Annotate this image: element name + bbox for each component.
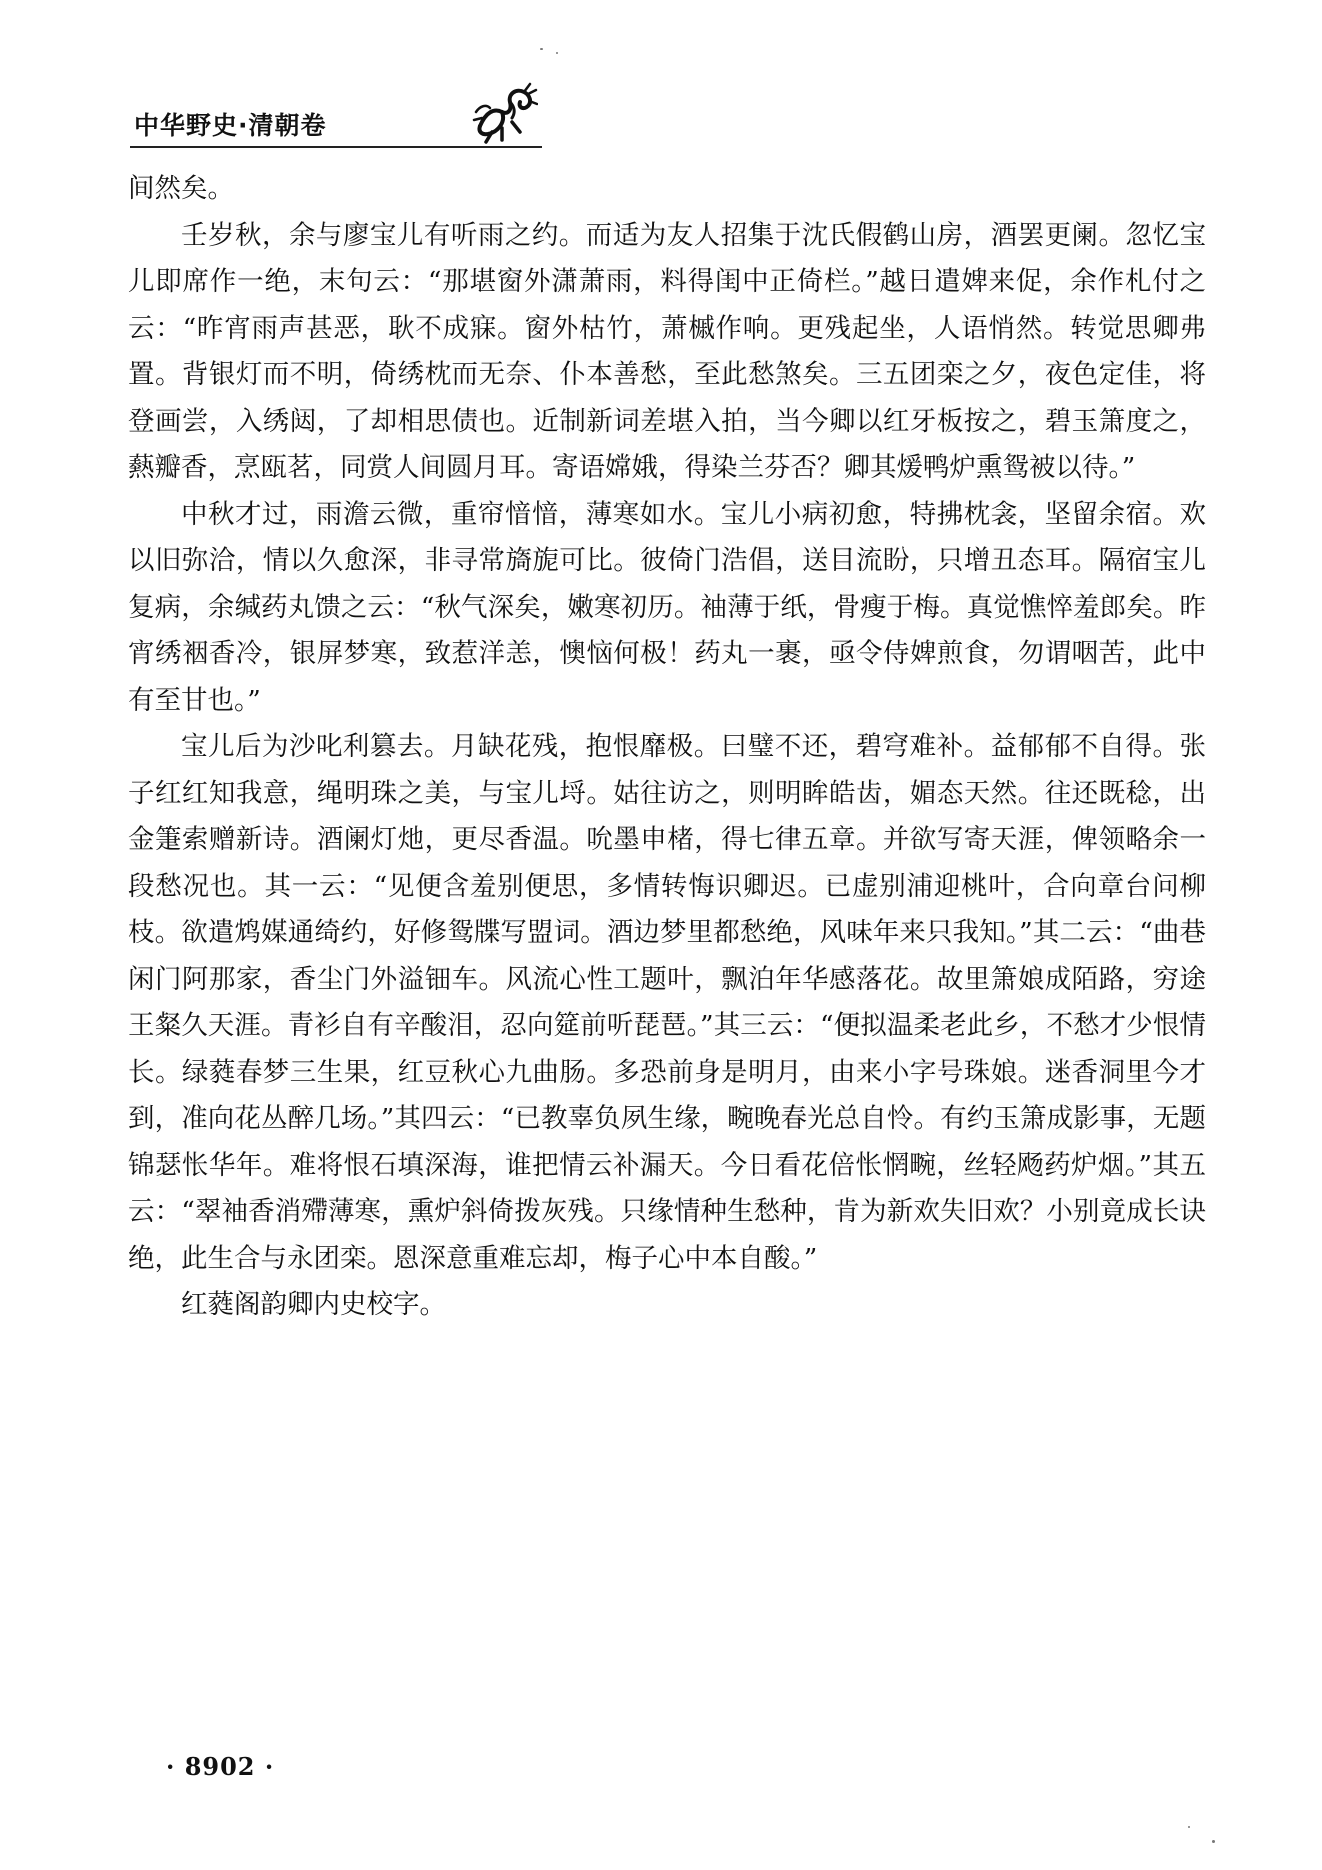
- scan-speck: [1212, 1840, 1215, 1843]
- body-text: [128, 166, 1206, 1329]
- running-header: [130, 82, 542, 150]
- paragraph: 壬岁秋，余与廖宝儿有听雨之约。而适为友人招集于沈氏假鹤山房，酒罢更阑。忽忆宝儿即席作一绝，末句云：“那堪窗外潇萧雨，料得闺中正倚栏。”越日遣婢来促，余作札付之云：“昨宵雨声甚恶，耿不成寐。窗外枯竹，萧槭作响。更残起坐，人语悄然。转觉思卿弗置。背银灯而不明，倚绣枕而无奈、仆本善愁，至此愁煞矣。三五团栾之夕，夜色定佳，将登画尝，入绣闼，了却相思债也。近制新词差堪入拍，当今卿以红牙板按之，碧玉箫度之，爇瓣香，烹瓯茗，同赏人间圆月耳。寄语嫦娥，得染兰芬否？卿其煖鸭炉熏鸳被以待。”: [128, 219, 1206, 483]
- scan-speck: [556, 52, 558, 54]
- scan-speck: [540, 48, 543, 50]
- header-rule: [130, 146, 542, 148]
- dragon-emblem-icon: [472, 82, 538, 144]
- paragraph: 红蕤阁韵卿内史校字。: [181, 1289, 446, 1320]
- scan-speck: [1188, 1826, 1190, 1828]
- paragraph: 间然矣。: [128, 173, 234, 204]
- page-number: · 8902 ·: [166, 1752, 275, 1781]
- paragraph: 宝儿后为沙叱利篡去。月缺花残，抱恨靡极。曰璧不还，碧穹难补。益郁郁不自得。张子红红知我意，绳明珠之美，与宝儿埒。姑往访之，则明眸皓齿，媚态天然。往还既稔，出金箑索赠新诗。酒阑灯灺，更尽香温。吮墨申楮，得七律五章。并欲写寄天涯，俾领略余一段愁况也。其一云：“见便含羞别便思，多情转悔识卿迟。已虚别浦迎桃叶，合向章台问柳枝。欲遣鸩媒通绮约，好修鸳牒写盟词。酒边梦里都愁绝，风味年来只我知。”其二云：“曲巷闲门阿那家，香尘门外溢钿车。风流心性工题叶，飘泊年华感落花。故里箫娘成陌路，穷途王粲久天涯。青衫自有辛酸泪，忍向筵前听琵琶。”其三云：“便拟温柔老此乡，不愁才少恨情长。绿蕤春梦三生果，红豆秋心九曲肠。多恐前身是明月，由来小字号珠娘。迷香洞里今才到，准向花丛醉几场。”其四云：“已教辜负夙生缘，畹晚春光总自怜。有约玉箫成影事，无题锦瑟怅华年。难将恨石填深海，谁把情云补漏天。今日看花倍怅惘畹，丝轻飏药炉烟。”其五云：“翠袖香消殢薄寒，熏炉斜倚拨灰残。只缘情种生愁种，肯为新欢失旧欢？小别竟成长诀绝，此生合与永团栾。恩深意重难忘却，梅子心中本自酸。”: [128, 731, 1206, 1274]
- book-title: 中华野史·清朝卷: [134, 111, 327, 140]
- paragraph: 中秋才过，雨澹云微，重帘愔愔，薄寒如水。宝儿小病初愈，特拂枕衾，坚留余宿。欢以旧弥洽，情以久愈深，非寻常旖旎可比。彼倚门浩倡，送目流盼，只增丑态耳。隔宿宝儿复病，余缄药丸馈之云：“秋气深矣，嫩寒初历。袖薄于纸，骨瘦于梅。真觉憔悴羞郎矣。昨宵绣裀香冷，银屏梦寒，致惹洋恙，懊恼何极！药丸一裹，亟令侍婢煎食，勿谓咽苦，此中有至甘也。”: [128, 498, 1206, 716]
